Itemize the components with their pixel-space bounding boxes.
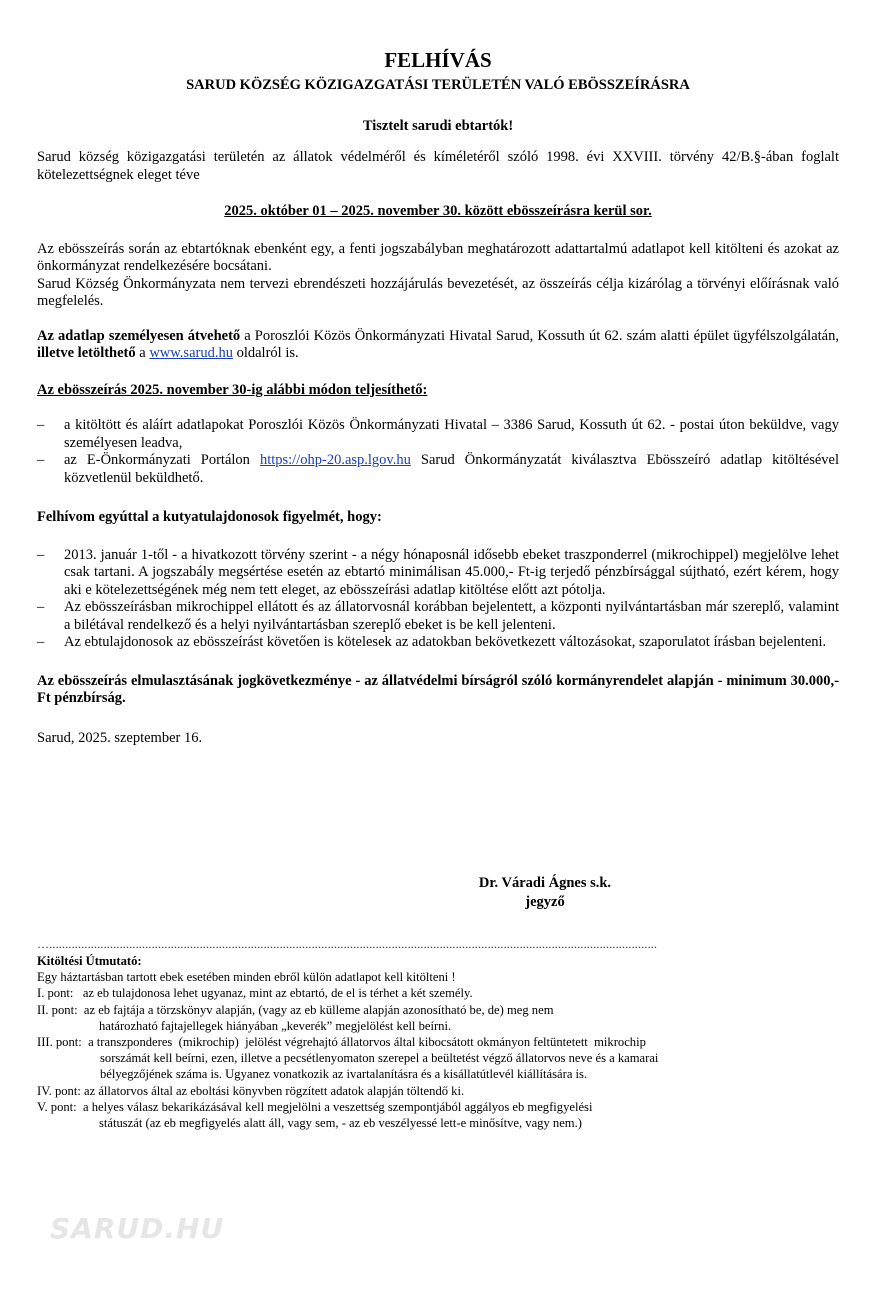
owner-note-registered: Az ebösszeírásban mikrochippel ellátott és az állatorvosnál korábban bejelentett, a központi nyilvántartásban már szereplő, valamint a bilétával rendelkező és a helyi nyilvántartásban szereplő ebeket is be kell jelenteni. [64, 599, 839, 633]
method-portal-text-after: Sarud Önkormányzatát kiválasztva Ebösszeíró adatlap kitöltésével közvetlenül beküldhető. [64, 452, 839, 486]
guide-point-3-continued-2: bélyegzőjének száma is. Ugyanez vonatkozik az ivartalanításra és a kisállatútlevél kiállítására is. [100, 1067, 588, 1082]
document-title: FELHÍVÁS [384, 48, 492, 72]
census-date-line: 2025. október 01 – 2025. november 30. között ebösszeírásra kerül sor. [224, 203, 652, 219]
owner-note-microchip: 2013. január 1-től - a hivatkozott törvény szerint - a négy hónaposnál idősebb ebeket traszponderrel (mikrochippel) megjelölve lehet csak tartani. A jogszabály megsértése esetén az ebtartó minimálisan 45.000,- Ft-ig terjedő pénzbírsággal sújtható, ezért kérem, hogy aki e kötelezettségének még nem tett eleget, az ebösszeírási adatlap kitöltése előtt azt pótolja. [64, 546, 839, 598]
e-government-portal-link[interactable]: https://ohp-20.asp.lgov.hu [259, 452, 411, 468]
guide-point-2: II. pont: az eb fajtája a törzskönyv alapján, (vagy az eb külleme alapján azonosítható be, de) meg nem [37, 1002, 554, 1017]
list-item [37, 599, 839, 634]
methods-heading: Az ebösszeírás 2025. november 30-ig alábbi módon teljesíthető: [37, 381, 428, 398]
dash-bullet: – [37, 634, 45, 650]
paragraph-no-fee: Sarud Község Önkormányzata nem tervezi ebrendészeti hozzájárulás bevezetését, az összeírás célja kizárólag a törvényi előírásnak való megfelelés. [37, 275, 839, 309]
availability-text-2: a [135, 345, 150, 361]
dash-bullet: – [37, 417, 45, 433]
dash-bullet: – [37, 452, 45, 468]
list-item [37, 417, 839, 452]
place-and-date: Sarud, 2025. szeptember 16. [37, 729, 203, 746]
list-item [37, 547, 839, 600]
document-subtitle: SARUD KÖZSÉG KÖZIGAZGATÁSI TERÜLETÉN VALÓ EBÖSSZEÍRÁSRA [186, 77, 690, 93]
guide-point-3-continued: sorszámát kell beírni, ezen, illetve a pecsétlenyomaton szerepel a beültetést végző állatorvos neve és a kamarai [100, 1051, 659, 1066]
owners-heading: Felhívom egyúttal a kutyatulajdonosok figyelmét, hogy: [37, 509, 382, 525]
paragraph-datasheet: Az ebösszeírás során az ebtartóknak ebenként egy, a fenti jogszabályban meghatározott adattartalmú adatlapot kell kitölteni és azokat az önkormányzat rendelkezésére bocsátani. [37, 240, 839, 274]
guide-general-note: Egy háztartásban tartott ebek esetében minden ebről külön adatlapot kell kitölteni ! [37, 970, 456, 985]
dash-bullet: – [37, 546, 45, 563]
signatory-role: jegyző [525, 894, 565, 910]
signature-block [445, 874, 645, 912]
owner-note-changes: Az ebtulajdonosok az ebösszeírást követően is kötelesek az adatokban bekövetkezett változásokat, szaporulatot írásban bejelenteni. [64, 634, 827, 650]
list-item [37, 634, 839, 652]
greeting: Tisztelt sarudi ebtartók! [362, 118, 514, 134]
sarud-website-link[interactable]: www.sarud.hu [149, 345, 233, 361]
availability-text-1: a Poroszlói Közös Önkormányzati Hivatal Sarud, Kossuth út 62. szám alatti épület ügyfélszolgálatán, [240, 327, 839, 344]
intro-paragraph: Sarud község közigazgatási területén az állatok védelméről és kíméletéről szóló 1998. évi XXVIII. törvény 42/B.§-ában foglalt kötelezettségnek eleget téve [37, 149, 839, 183]
guide-point-2-continued: határozható fajtajellegek hiányában „keverék” megjelölést kell beírni. [99, 1018, 452, 1033]
method-portal-text-before: az E-Önkormányzati Portálon [64, 452, 260, 468]
dash-bullet: – [37, 599, 45, 615]
site-watermark: SARUD.HU [50, 1212, 225, 1245]
owners-list [37, 547, 839, 652]
availability-paragraph [37, 328, 839, 363]
guide-point-3: III. pont: a transzponderes (mikrochip) jelölést végrehajtó állatorvos által kibocsátott okmányon feltüntetett mikrochip [37, 1035, 646, 1050]
guide-point-5-continued: státuszát (az eb megfigyelés alatt áll, vagy sem, - az eb veszélyessé lett-e minősítve, vagy nem.) [99, 1116, 582, 1131]
consequence-paragraph: Az ebösszeírás elmulasztásának jogkövetkezménye - az állatvédelmi bírságról szóló kormányrendelet alapján - minimum 30.000,- Ft pénzbírság. [37, 672, 839, 706]
guide-point-1: I. pont: az eb tulajdonosa lehet ugyanaz, mint az ebtartó, de el is térhet a két személy. [37, 986, 473, 1001]
availability-bold-1: Az adatlap személyesen átvehető [37, 327, 241, 344]
filling-guide [37, 953, 837, 1131]
guide-point-4: IV. pont: az állatorvos által az eboltási könyvben rögzített adatok alapján töltendő ki. [37, 1083, 465, 1098]
guide-title: Kitöltési Útmutató: [37, 954, 142, 968]
dotted-divider: ….............................................................................................................................................................................................. [37, 937, 658, 951]
document-page [37, 48, 839, 747]
methods-list [37, 417, 839, 487]
availability-bold-2: illetve letölthető [37, 345, 136, 361]
signatory-name: Dr. Váradi Ágnes s.k. [478, 875, 612, 891]
method-postal-text: a kitöltött és aláírt adatlapokat Poroszlói Közös Önkormányzati Hivatal – 3386 Sarud, Kossuth út 62. - postai úton beküldve, vagy személyesen leadva, [64, 417, 839, 451]
guide-point-5: V. pont: a helyes válasz bekarikázásával kell megjelölni a veszettség szempontjából aggályos eb megfigyelési [37, 1099, 593, 1114]
list-item [37, 452, 839, 487]
availability-text-3: oldalról is. [232, 345, 299, 361]
